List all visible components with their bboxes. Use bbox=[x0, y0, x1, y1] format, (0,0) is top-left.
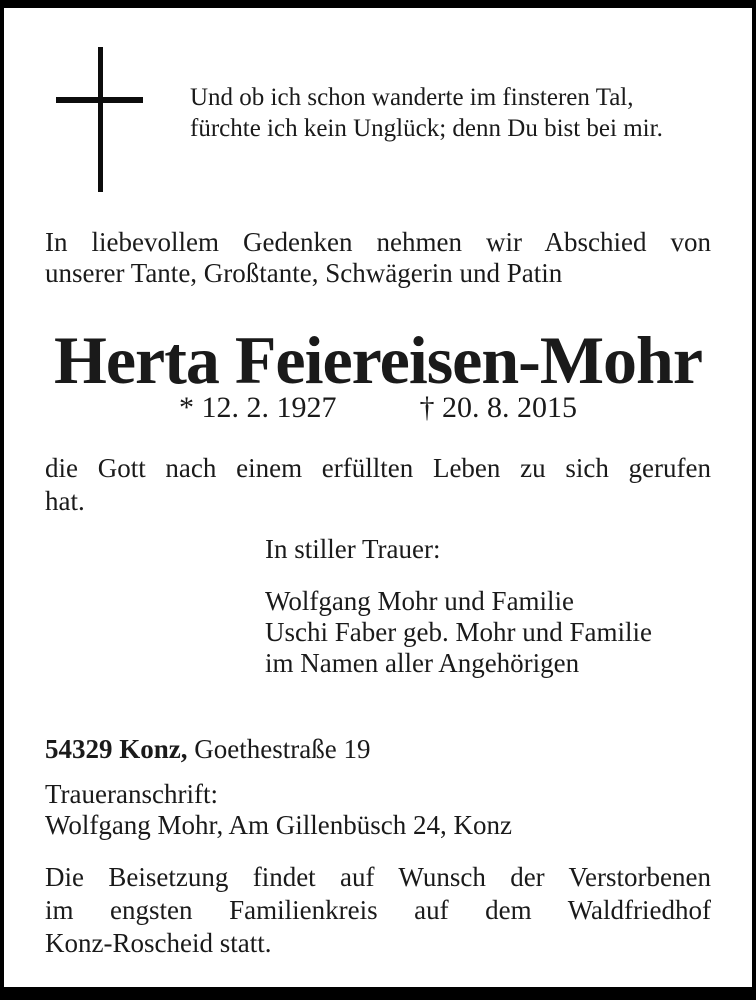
burial-line-1: Die Beisetzung findet auf Wunsch der Verstorbenen bbox=[45, 862, 711, 892]
mourning-heading: In stiller Trauer: bbox=[265, 534, 441, 564]
condolence-line: Wolfgang Mohr, Am Gillenbüsch 24, Konz bbox=[45, 810, 512, 840]
scripture-quote bbox=[190, 82, 663, 144]
passing-paragraph bbox=[45, 452, 711, 518]
burial-line-3: Konz-Roscheid statt. bbox=[45, 928, 272, 958]
passing-line-1: die Gott nach einem erfüllten Leben zu sich gerufen bbox=[45, 453, 711, 483]
cross-horizontal-bar bbox=[56, 97, 143, 103]
death-date: † 20. 8. 2015 bbox=[419, 391, 577, 424]
home-address-street: Goethestraße 19 bbox=[187, 734, 371, 764]
burial-paragraph bbox=[45, 861, 711, 960]
intro-line-1: In liebevollem Gedenken nehmen wir Abschied von bbox=[45, 227, 711, 257]
cross-icon bbox=[56, 47, 147, 193]
condolence-label: Traueranschrift: bbox=[45, 779, 218, 809]
deceased-name: Herta Feiereisen-Mohr bbox=[53, 322, 702, 398]
passing-line-2: hat. bbox=[45, 486, 85, 516]
home-address bbox=[45, 733, 370, 766]
birth-date: * 12. 2. 1927 bbox=[179, 391, 337, 424]
condolence-address bbox=[45, 779, 512, 841]
mourner-line: im Namen aller Angehörigen bbox=[265, 648, 580, 678]
mourners-list bbox=[265, 586, 652, 679]
life-dates bbox=[4, 390, 752, 426]
home-address-city: 54329 Konz, bbox=[45, 734, 188, 764]
cross-vertical-bar bbox=[98, 47, 103, 192]
mourner-line: Uschi Faber geb. Mohr und Familie bbox=[265, 617, 652, 647]
scripture-quote-line-1: Und ob ich schon wanderte im finsteren Tal, bbox=[190, 84, 634, 111]
burial-line-2: im engsten Familienkreis auf dem Waldfriedhof bbox=[45, 895, 711, 925]
intro-line-2: unserer Tante, Großtante, Schwägerin und Patin bbox=[45, 258, 563, 288]
intro-paragraph bbox=[45, 227, 711, 289]
mourner-line: Wolfgang Mohr und Familie bbox=[265, 586, 575, 616]
scripture-quote-line-2: fürchte ich kein Unglück; denn Du bist bei mir. bbox=[190, 115, 663, 142]
